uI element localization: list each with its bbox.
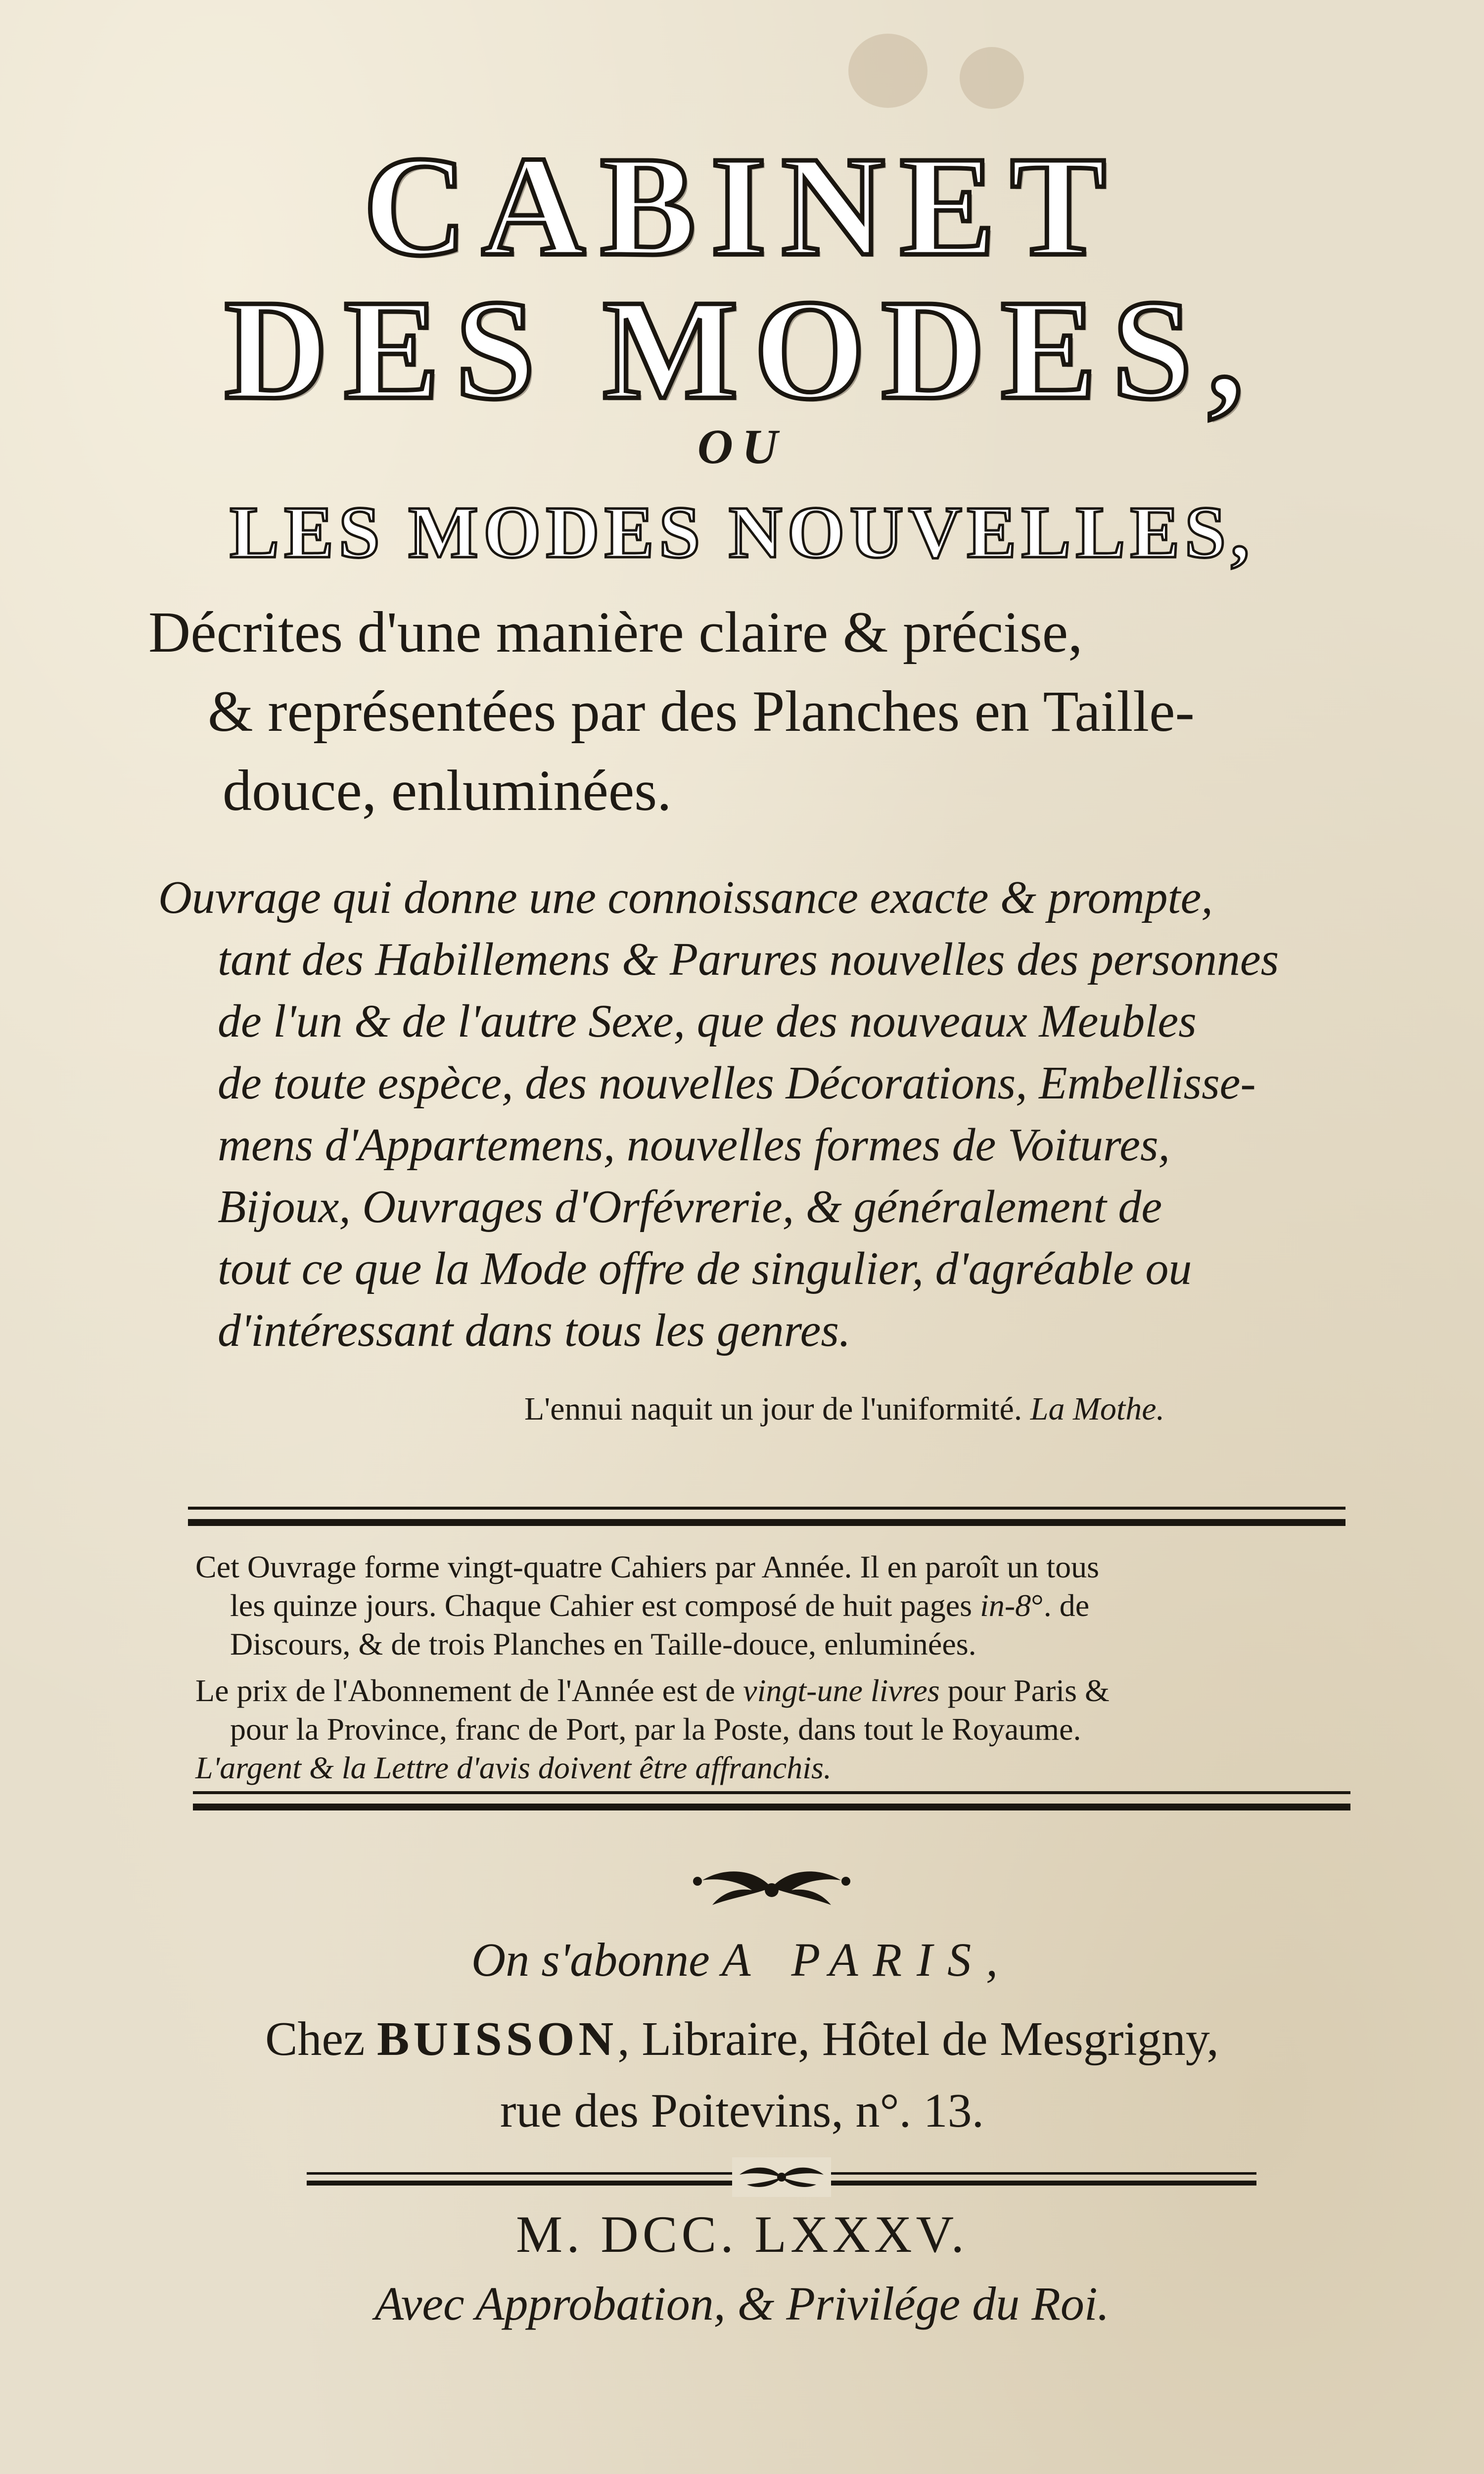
description-line: d'intéressant dans tous les genres. — [218, 1305, 851, 1356]
double-rule-thin — [193, 1791, 1350, 1794]
publisher-line — [0, 2011, 1484, 2067]
title-cabinet: CABINET — [363, 127, 1121, 285]
notice-text: Le prix de l'Abonnement de l'Année est de — [195, 1673, 743, 1708]
subtitle-line: & représentées par des Planches en Taille- — [208, 679, 1195, 744]
description-line: de l'un & de l'autre Sexe, que des nouveaux Meubles — [218, 996, 1197, 1047]
publisher-prefix: Chez — [265, 2012, 377, 2066]
publisher-name: BUISSON — [377, 2012, 618, 2066]
publisher-address: rue des Poitevins, n°. 13. — [500, 2084, 984, 2138]
notice-line — [230, 1587, 1089, 1624]
subscription-text: On s'abonne — [471, 1933, 722, 1986]
notice-line: pour la Province, franc de Port, par la Poste, dans tout le Royaume. — [230, 1712, 1081, 1747]
description-line: Ouvrage qui donne une connoissance exacte & prompte, — [158, 872, 1213, 923]
notice-italic: in-8 — [980, 1588, 1031, 1623]
notice-text: les quinze jours. Chaque Cahier est composé de huit pages — [230, 1588, 980, 1623]
description-line: tant des Habillemens & Parures nouvelles des personnes — [218, 934, 1279, 985]
description-line: Bijoux, Ouvrages d'Orfévrerie, & généralement de — [218, 1181, 1162, 1233]
notice-line — [195, 1672, 1110, 1709]
epigraph-quote: L'ennui naquit un jour de l'uniformité. — [524, 1391, 1022, 1427]
subtitle-line: Décrites d'une manière claire & précise, — [148, 600, 1083, 665]
title-ou: OU — [697, 419, 787, 474]
epigraph — [524, 1390, 1164, 1428]
title-modes-nouvelles: LES MODES NOUVELLES, — [230, 491, 1254, 573]
rule-ornament-icon — [732, 2157, 831, 2197]
royal-privilege: Avec Approbation, & Privilége du Roi. — [374, 2277, 1110, 2330]
subscription-line — [0, 1932, 1484, 1987]
fleuron-ornament-icon — [683, 1860, 861, 1915]
double-rule-thick — [193, 1804, 1350, 1810]
paper-stain — [960, 47, 1024, 109]
double-rule-thick — [188, 1519, 1345, 1526]
notice-line: Cet Ouvrage forme vingt-quatre Cahiers par Année. Il en paroît un tous — [195, 1549, 1099, 1584]
city-name: A PARIS, — [721, 1933, 1013, 1986]
paper-stain — [848, 34, 928, 108]
notice-text: pour Paris & — [939, 1673, 1110, 1708]
title-des-modes: DES MODES, — [224, 270, 1260, 429]
description-line: de toute espèce, des nouvelles Décorations, Embellisse- — [218, 1057, 1256, 1109]
notice-line: L'argent & la Lettre d'avis doivent être affranchis. — [195, 1750, 832, 1785]
double-rule-thin — [188, 1507, 1345, 1510]
description-line: mens d'Appartemens, nouvelles formes de Voitures, — [218, 1119, 1170, 1171]
notice-line: Discours, & de trois Planches en Taille-douce, enluminées. — [230, 1626, 976, 1662]
publisher-location: , Libraire, Hôtel de Mesgrigny, — [617, 2012, 1219, 2066]
notice-italic: vingt-une livres — [743, 1673, 940, 1708]
description-line: tout ce que la Mode offre de singulier, d'agréable ou — [218, 1243, 1192, 1294]
subtitle-line: douce, enluminées. — [223, 758, 672, 823]
epigraph-author: La Mothe. — [1030, 1391, 1165, 1427]
publication-year: M. DCC. LXXXV. — [516, 2205, 968, 2263]
notice-text: °. de — [1031, 1588, 1090, 1623]
